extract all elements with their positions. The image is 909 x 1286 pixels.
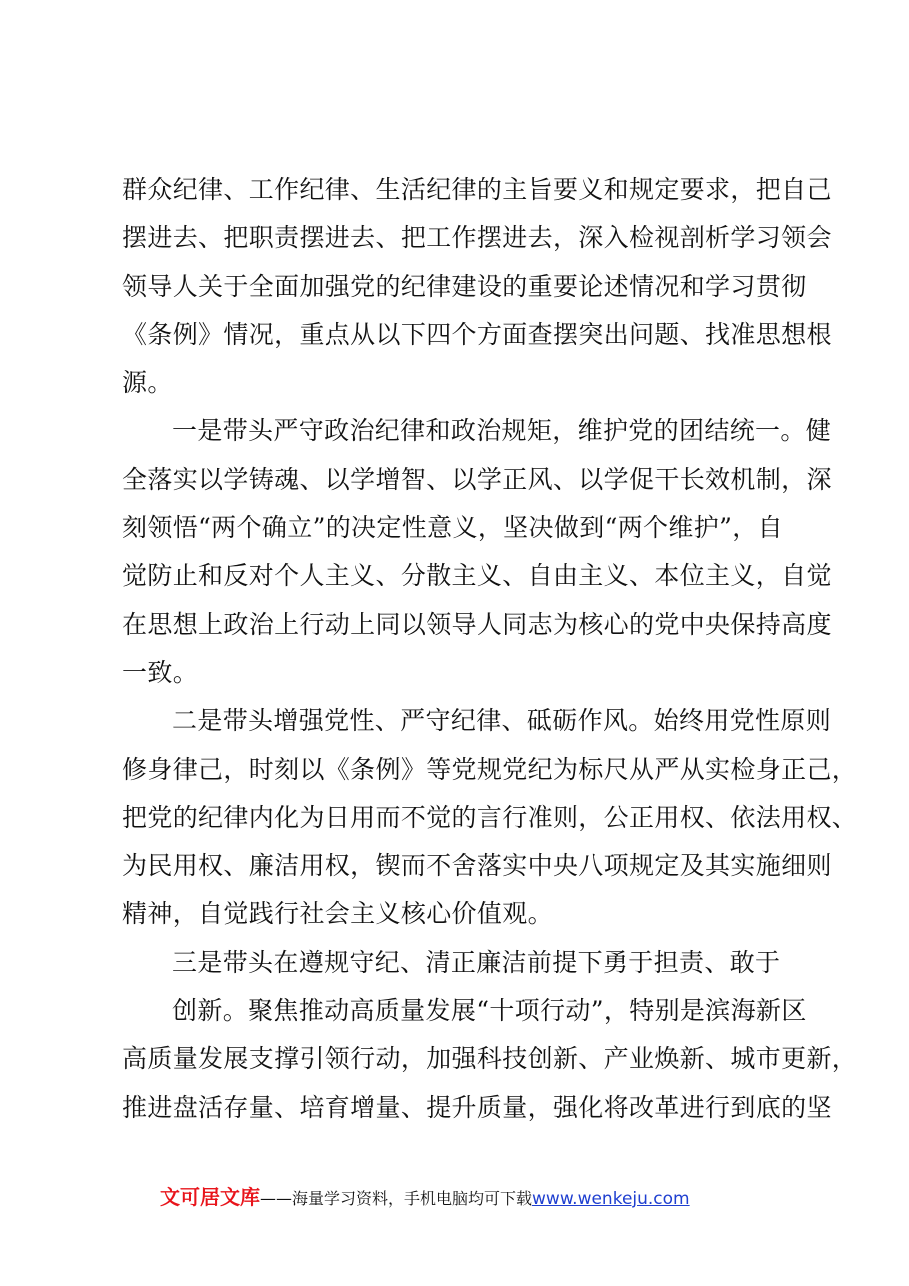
footer-banner — [160, 1183, 800, 1211]
text-line: 把党的纪律内化为日用而不觉的言行准则，公正用权、依法用权、 — [122, 802, 858, 832]
text-line: 群众纪律、工作纪律、生活纪律的主旨要义和规定要求，把自己 — [122, 175, 832, 204]
paragraph-3-start: 三是带头在遵规守纪、清正廉洁前提下勇于担责、敢于 — [172, 947, 781, 977]
text-line: 推进盘活存量、培育增量、提升质量，强化将改革进行到底的坚 — [122, 1092, 832, 1122]
text-line: 源。 — [122, 368, 173, 398]
text-line: 在思想上政治上行动上同以领导人同志为核心的党中央保持高度 — [122, 609, 832, 639]
text-line: 为民用权、廉洁用权，锲而不舍落实中央八项规定及其实施细则 — [122, 851, 832, 881]
footer-dash: —— — [260, 1189, 292, 1208]
footer-slogan: 海量学习资料，手机电脑均可下载 — [292, 1189, 533, 1208]
paragraph-1-start: 一是带头严守政治纪律和政治规矩，维护党的团结统一。健 — [172, 416, 832, 446]
text-line: 创新。聚焦推动高质量发展“十项行动”，特别是滨海新区 — [172, 996, 807, 1026]
document-body — [122, 166, 858, 1132]
footer-website-link[interactable]: www.wenkeju.com — [532, 1189, 690, 1209]
text-line: 领导人关于全面加强党的纪律建设的重要论述情况和学习贯彻 — [122, 271, 807, 301]
text-line: 刻领悟“两个确立”的决定性意义，坚决做到“两个维护”，自 — [122, 513, 783, 543]
paragraph-2-start: 二是带头增强党性、严守纪律、砥砺作风。始终用党性原则 — [172, 706, 832, 736]
text-line: 全落实以学铸魂、以学增智、以学正风、以学促干长效机制，深 — [122, 464, 832, 494]
text-line: 摆进去、把职责摆进去、把工作摆进去，深入检视剖析学习领会 — [122, 223, 832, 253]
text-line: 一致。 — [122, 657, 199, 687]
text-line: 精神，自觉践行社会主义核心价值观。 — [122, 899, 553, 929]
text-line: 高质量发展支撑引领行动，加强科技创新、产业焕新、城市更新， — [122, 1044, 858, 1074]
brand-name: 文可居文库 — [160, 1185, 260, 1209]
text-line: 觉防止和反对个人主义、分散主义、自由主义、本位主义，自觉 — [122, 561, 832, 591]
text-line: 《条例》情况，重点从以下四个方面查摆突出问题、找准思想根 — [122, 319, 832, 349]
text-line: 修身律己，时刻以《条例》等党规党纪为标尺从严从实检身正己， — [122, 754, 858, 784]
